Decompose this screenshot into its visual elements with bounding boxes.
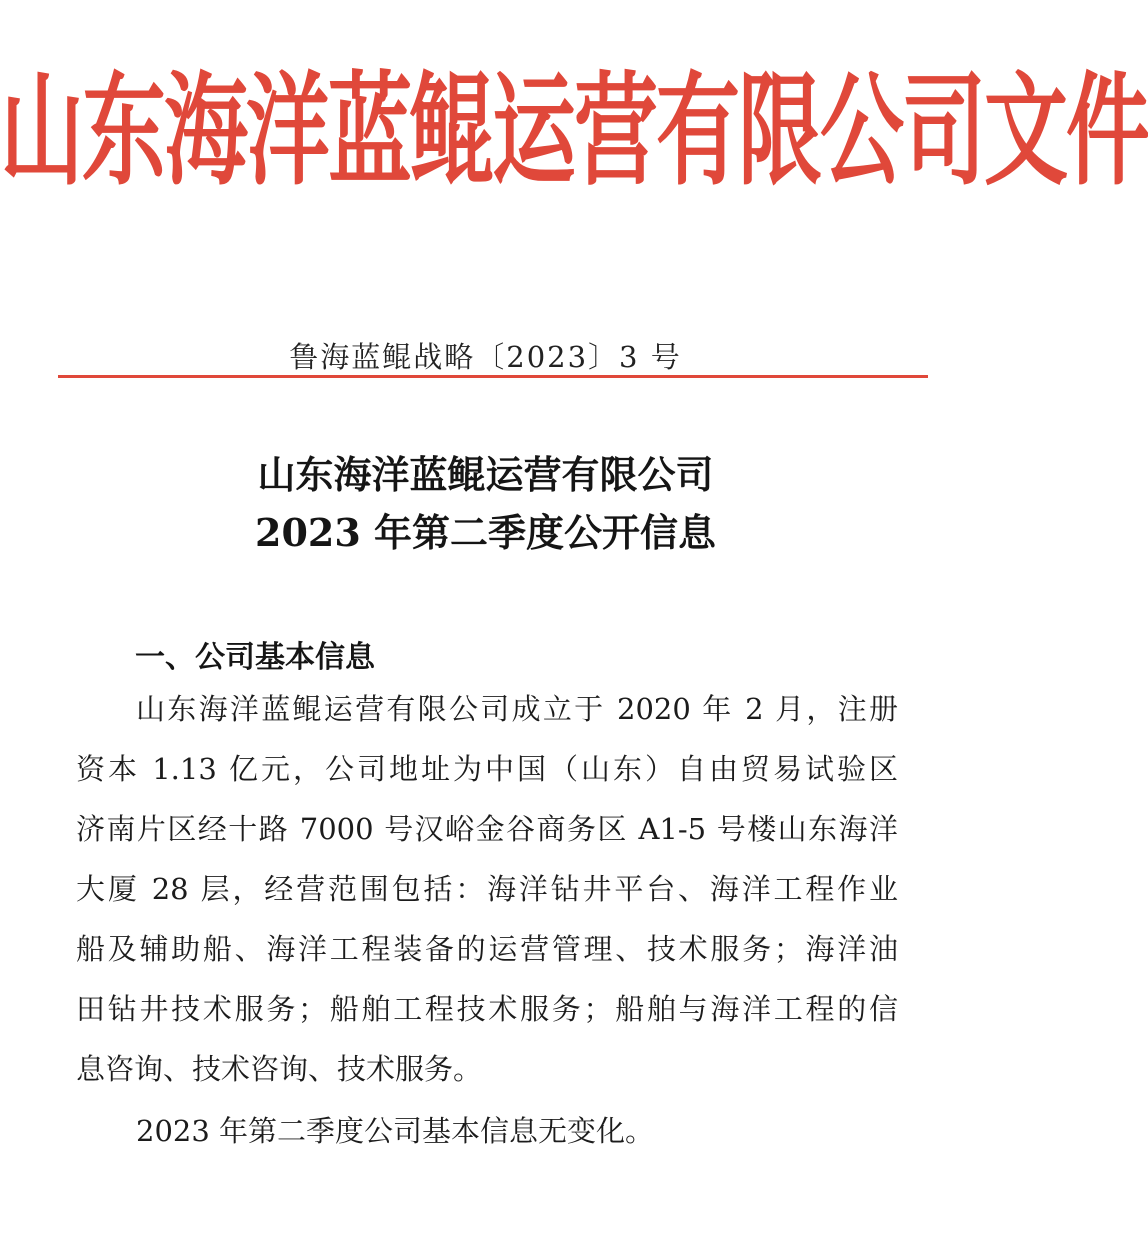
paragraph-line: 田钻井技术服务；船舶工程技术服务；船舶与海洋工程的信	[76, 992, 898, 1026]
paragraph-line: 资本 1.13 亿元，公司地址为中国（山东）自由贸易试验区	[76, 752, 898, 786]
document-title-line-2: 2023 年第二季度公开信息	[255, 510, 716, 555]
paragraph-line: 大厦 28 层，经营范围包括：海洋钻井平台、海洋工程作业	[76, 872, 898, 906]
masthead-title: 山东海洋蓝鲲运营有限公司文件	[0, 59, 1148, 202]
document-title-line-1: 山东海洋蓝鲲运营有限公司	[257, 452, 714, 497]
document-number: 鲁海蓝鲲战略〔2023〕3 号	[289, 340, 682, 374]
section-heading-company-info: 一、公司基本信息	[135, 640, 375, 675]
red-divider-line	[58, 375, 928, 378]
info-unchanged-note: 2023 年第二季度公司基本信息无变化。	[136, 1114, 655, 1148]
paragraph-line: 济南片区经十路 7000 号汉峪金谷商务区 A1-5 号楼山东海洋	[76, 812, 898, 846]
paragraph-line: 山东海洋蓝鲲运营有限公司成立于 2020 年 2 月，注册	[136, 692, 898, 726]
paragraph-line: 船及辅助船、海洋工程装备的运营管理、技术服务；海洋油	[76, 932, 898, 966]
paragraph-line: 息咨询、技术咨询、技术服务。	[76, 1052, 483, 1086]
